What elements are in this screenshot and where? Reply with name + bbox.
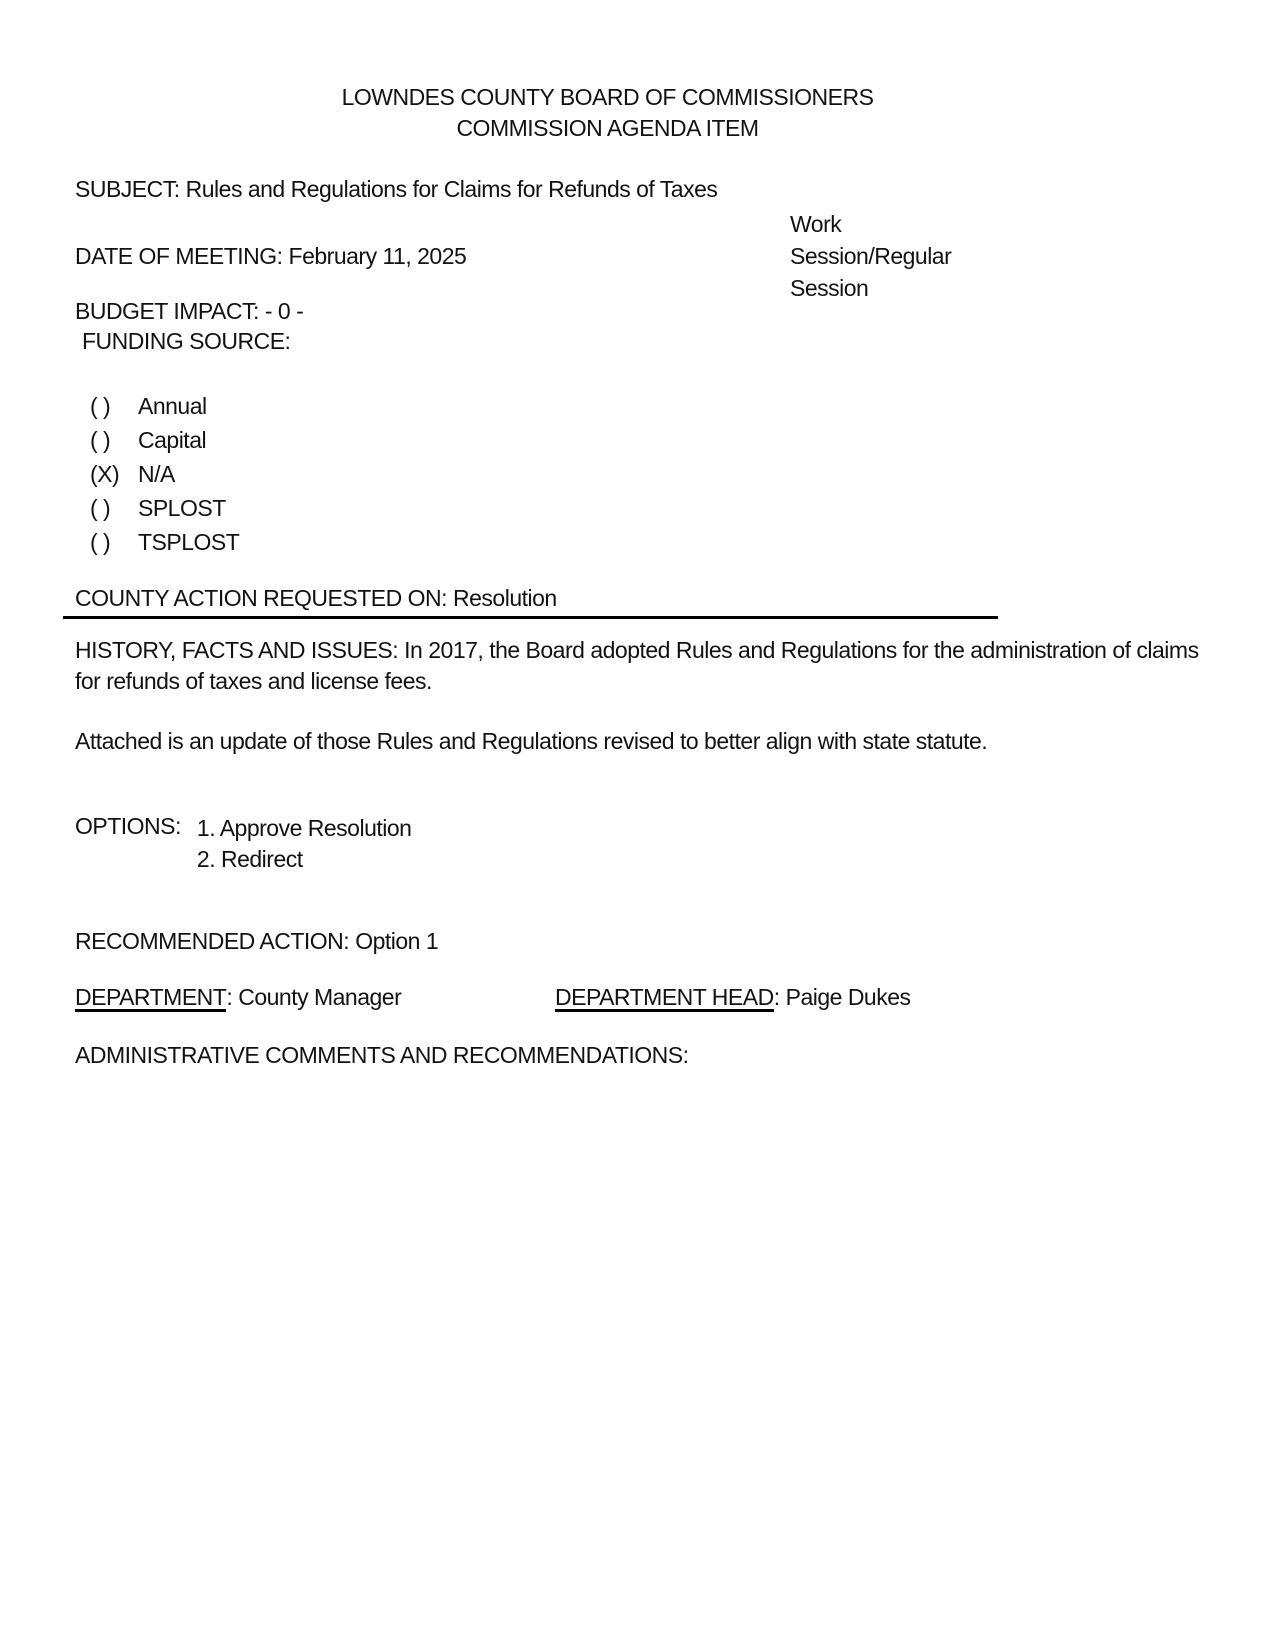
budget-impact-value: - 0 - bbox=[264, 298, 304, 324]
admin-comments-label: ADMINISTRATIVE COMMENTS AND RECOMMENDATIONS: bbox=[75, 1042, 689, 1068]
department-colon: : bbox=[226, 984, 233, 1010]
county-action-row bbox=[75, 585, 557, 612]
department-head-row bbox=[555, 984, 911, 1012]
meeting-date-value: February 11, 2025 bbox=[288, 243, 467, 269]
history-text: In 2017, the Board adopted Rules and Regulations for the administration of claims for refunds of taxes and license fees. bbox=[75, 637, 1199, 694]
county-action-value: Resolution bbox=[453, 585, 557, 611]
funding-option-na bbox=[90, 461, 239, 495]
checkbox-capital: ( ) bbox=[90, 427, 111, 453]
document-header bbox=[75, 82, 1140, 144]
department-head-colon: : bbox=[773, 984, 780, 1010]
funding-option-annual-label: Annual bbox=[138, 393, 207, 419]
checkbox-splost: ( ) bbox=[90, 495, 111, 521]
subject-row bbox=[75, 176, 717, 203]
budget-impact-row bbox=[75, 298, 303, 325]
funding-option-annual bbox=[90, 393, 239, 427]
county-action-label: COUNTY ACTION REQUESTED ON: bbox=[75, 585, 448, 611]
funding-source-label: FUNDING SOURCE: bbox=[82, 328, 291, 354]
checkbox-annual: ( ) bbox=[90, 393, 111, 419]
document-title-line2: COMMISSION AGENDA ITEM bbox=[456, 115, 759, 141]
department-row bbox=[75, 984, 401, 1012]
history-paragraph bbox=[75, 635, 1225, 697]
funding-option-capital bbox=[90, 427, 239, 461]
recommended-action-value: Option 1 bbox=[355, 928, 439, 954]
document-title-line1: LOWNDES COUNTY BOARD OF COMMISSIONERS bbox=[341, 84, 874, 110]
funding-option-na-label: N/A bbox=[138, 461, 175, 487]
funding-options-list bbox=[90, 393, 239, 563]
department-label: DEPARTMENT bbox=[75, 984, 227, 1010]
checkbox-tsplost: ( ) bbox=[90, 529, 111, 555]
horizontal-divider-line bbox=[63, 616, 998, 619]
department-head-value: Paige Dukes bbox=[785, 984, 911, 1010]
funding-option-splost-label: SPLOST bbox=[138, 495, 226, 521]
session-type: Work Session/Regular Session bbox=[790, 211, 952, 301]
funding-option-capital-label: Capital bbox=[138, 427, 207, 453]
funding-option-tsplost-label: TSPLOST bbox=[138, 529, 240, 555]
recommended-action-row bbox=[75, 928, 438, 955]
attachment-note: Attached is an update of those Rules and Regulations revised to better align with state statute. bbox=[75, 728, 988, 754]
funding-option-splost bbox=[90, 495, 239, 529]
checkbox-na-checked: (X) bbox=[90, 461, 120, 487]
department-value: County Manager bbox=[238, 984, 402, 1010]
funding-option-tsplost bbox=[90, 529, 239, 563]
department-head-label: DEPARTMENT HEAD bbox=[555, 984, 774, 1010]
options-label: OPTIONS: bbox=[75, 813, 181, 839]
budget-impact-label: BUDGET IMPACT: bbox=[75, 298, 259, 324]
options-list bbox=[197, 813, 412, 875]
meeting-date-row bbox=[75, 243, 466, 270]
option-2: 2. Redirect bbox=[196, 846, 303, 872]
options-row bbox=[75, 813, 411, 875]
meeting-date-label: DATE OF MEETING: bbox=[75, 243, 283, 269]
history-label: HISTORY, FACTS AND ISSUES: bbox=[75, 637, 399, 663]
subject-label: SUBJECT: bbox=[75, 176, 180, 202]
recommended-action-label: RECOMMENDED ACTION: bbox=[75, 928, 350, 954]
subject-value: Rules and Regulations for Claims for Refunds of Taxes bbox=[185, 176, 718, 202]
option-1: 1. Approve Resolution bbox=[196, 815, 412, 841]
